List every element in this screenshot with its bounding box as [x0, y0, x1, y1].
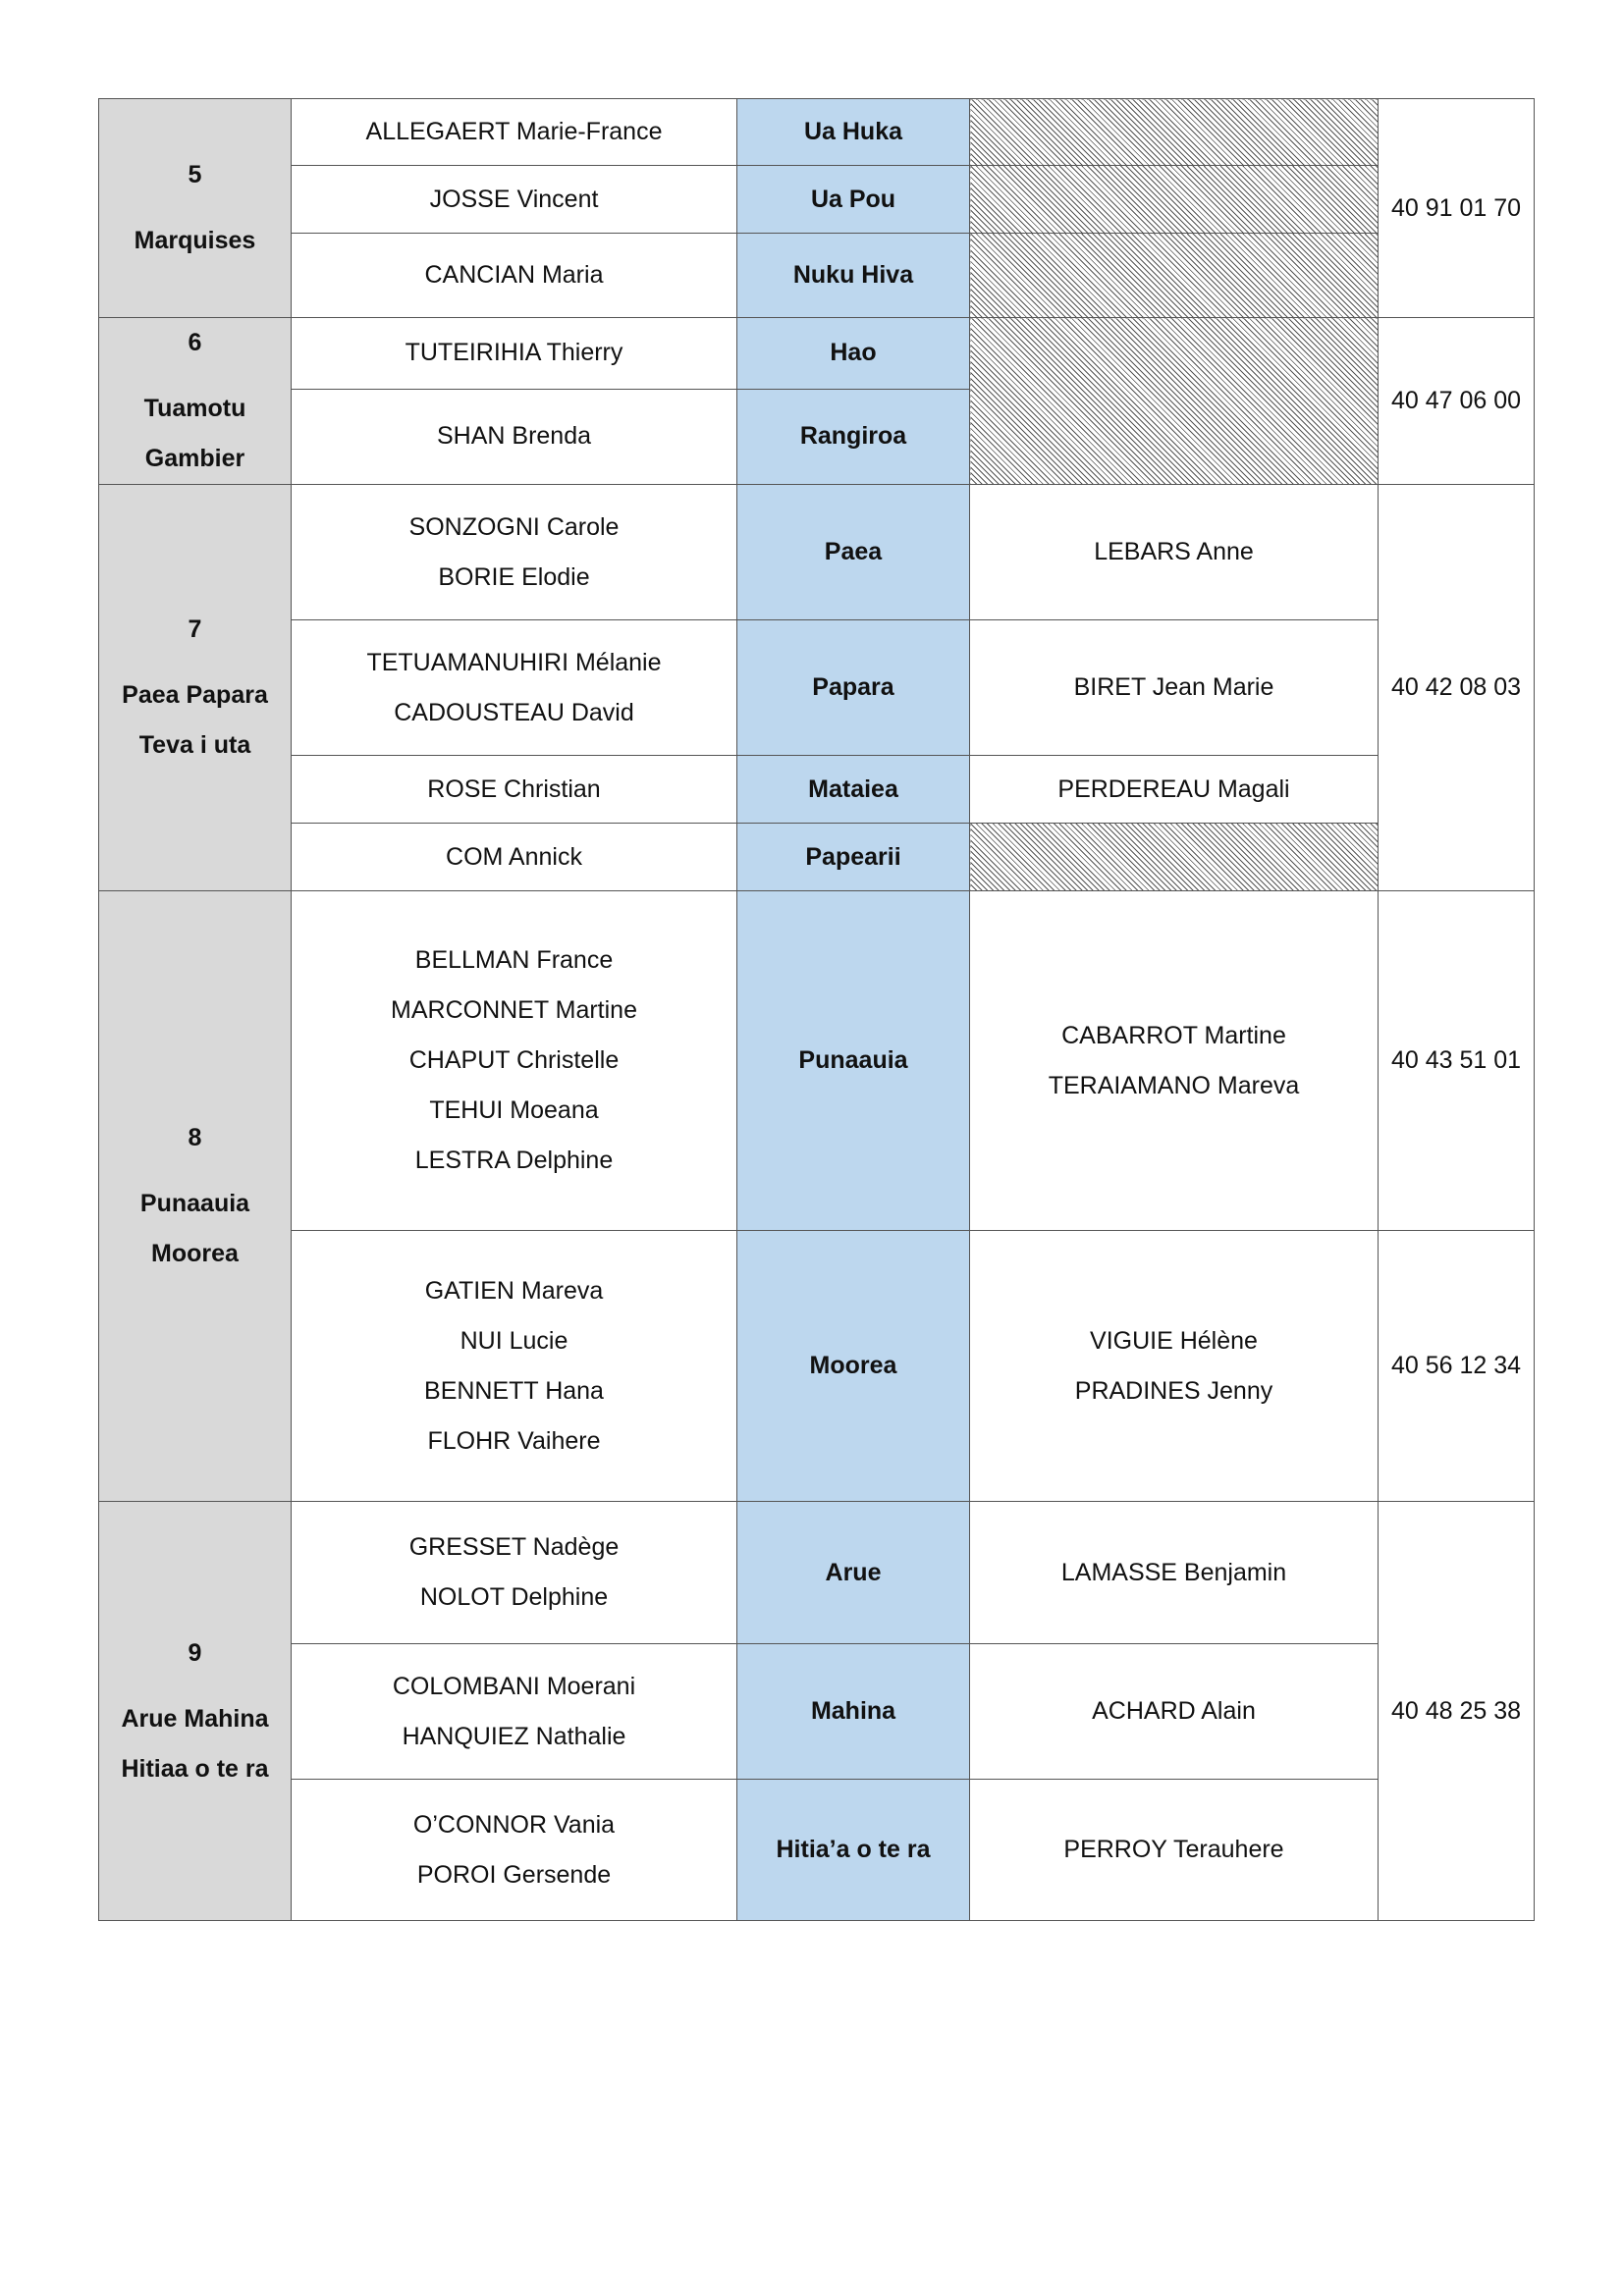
person-name: TETUAMANUHIRI Mélanie — [366, 648, 662, 676]
sector-number: 6 — [188, 329, 202, 356]
person-name: BELLMAN France — [414, 946, 614, 974]
sector-cell — [99, 891, 292, 1502]
person-name: TUTEIRIHIA Thierry — [405, 339, 623, 367]
commune-cell: Papearii — [737, 824, 970, 891]
referent-cell — [970, 1780, 1379, 1921]
names-cell — [292, 891, 737, 1231]
referent-cell — [970, 756, 1379, 824]
table-row — [99, 1780, 1535, 1921]
phone-cell: 40 43 51 01 — [1379, 891, 1535, 1231]
sector-name: Marquises — [134, 227, 256, 254]
sector-cell — [99, 318, 292, 485]
person-name: NOLOT Delphine — [419, 1583, 609, 1611]
table-row — [99, 1231, 1535, 1502]
commune-cell: Nuku Hiva — [737, 234, 970, 318]
names-cell — [292, 234, 737, 318]
names-cell — [292, 485, 737, 620]
names-cell — [292, 620, 737, 756]
hatched-empty-cell — [970, 318, 1379, 485]
commune-cell: Arue — [737, 1502, 970, 1644]
person-name: CANCIAN Maria — [424, 261, 604, 289]
person-name: JOSSE Vincent — [429, 185, 599, 213]
referent-cell — [970, 620, 1379, 756]
person-name: SHAN Brenda — [436, 422, 592, 451]
commune-cell: Hitia’a o te ra — [737, 1780, 970, 1921]
names-cell — [292, 389, 737, 484]
names-cell — [292, 318, 737, 390]
person-name: TEHUI Moeana — [429, 1096, 599, 1124]
person-name: HANQUIEZ Nathalie — [402, 1722, 626, 1750]
referent-cell — [970, 891, 1379, 1231]
referent-name: ACHARD Alain — [1092, 1697, 1256, 1725]
referent-name: PERDEREAU Magali — [1057, 774, 1290, 803]
commune-cell: Paea — [737, 485, 970, 620]
person-name: BORIE Elodie — [438, 562, 590, 591]
phone-cell: 40 48 25 38 — [1379, 1502, 1535, 1921]
person-name: O’CONNOR Vania — [412, 1810, 616, 1839]
sector-name: Gambier — [144, 445, 245, 472]
referent-name: CABARROT Martine — [1061, 1021, 1286, 1049]
names-cell — [292, 166, 737, 234]
table-row — [99, 99, 1535, 166]
table-row — [99, 485, 1535, 620]
table-row — [99, 756, 1535, 824]
sector-number: 5 — [188, 161, 202, 188]
person-name: COM Annick — [446, 842, 582, 871]
referent-name: LEBARS Anne — [1094, 538, 1254, 565]
phone-cell: 40 42 08 03 — [1379, 485, 1535, 891]
names-cell — [292, 1231, 737, 1502]
table-row — [99, 318, 1535, 390]
commune-cell: Hao — [737, 318, 970, 390]
person-name: BENNETT Hana — [424, 1376, 604, 1405]
names-cell — [292, 756, 737, 824]
sector-name: Punaauia — [139, 1190, 250, 1217]
referent-cell — [970, 485, 1379, 620]
person-name: POROI Gersende — [416, 1860, 612, 1889]
sector-cell — [99, 485, 292, 891]
sector-number: 9 — [188, 1638, 202, 1667]
commune-cell: Mahina — [737, 1644, 970, 1780]
person-name: LESTRA Delphine — [414, 1147, 614, 1174]
commune-cell: Ua Huka — [737, 99, 970, 166]
commune-cell: Rangiroa — [737, 389, 970, 484]
referent-name: TERAIAMANO Mareva — [1048, 1071, 1300, 1099]
referent-cell — [970, 1231, 1379, 1502]
commune-cell: Moorea — [737, 1231, 970, 1502]
table-row — [99, 234, 1535, 318]
person-name: ALLEGAERT Marie-France — [365, 118, 663, 145]
sector-name: Moorea — [151, 1240, 239, 1267]
commune-cell: Mataiea — [737, 756, 970, 824]
sector-number: 8 — [188, 1124, 202, 1151]
commune-cell: Ua Pou — [737, 166, 970, 234]
sector-name: Hitiaa o te ra — [121, 1754, 269, 1783]
referent-cell — [970, 1644, 1379, 1780]
hatched-empty-cell — [970, 234, 1379, 318]
referent-name: BIRET Jean Marie — [1073, 673, 1274, 701]
person-name: FLOHR Vaihere — [427, 1426, 601, 1455]
referent-name: LAMASSE Benjamin — [1060, 1558, 1287, 1586]
table-row — [99, 1502, 1535, 1644]
table-row — [99, 166, 1535, 234]
sector-number: 7 — [188, 615, 202, 643]
referent-cell — [970, 1502, 1379, 1644]
names-cell — [292, 1644, 737, 1780]
names-cell — [292, 1502, 737, 1644]
table-row — [99, 1644, 1535, 1780]
commune-cell: Punaauia — [737, 891, 970, 1231]
sector-name: Tuamotu — [143, 395, 246, 422]
hatched-empty-cell — [970, 99, 1379, 166]
sector-roster-table — [98, 98, 1535, 1921]
person-name: COLOMBANI Moerani — [392, 1672, 636, 1700]
person-name: MARCONNET Martine — [391, 996, 637, 1024]
table-row — [99, 891, 1535, 1231]
referent-name: PERROY Terauhere — [1063, 1836, 1284, 1863]
person-name: CADOUSTEAU David — [394, 698, 634, 726]
sector-cell — [99, 1502, 292, 1921]
phone-cell: 40 91 01 70 — [1379, 99, 1535, 318]
names-cell — [292, 824, 737, 891]
person-name: ROSE Christian — [427, 774, 601, 803]
person-name: SONZOGNI Carole — [408, 512, 620, 541]
person-name: NUI Lucie — [460, 1326, 568, 1355]
sector-name: Arue Mahina — [121, 1704, 269, 1733]
referent-name: VIGUIE Hélène — [1090, 1326, 1258, 1355]
sector-name: Paea Papara — [122, 681, 268, 709]
names-cell — [292, 99, 737, 166]
table-row — [99, 620, 1535, 756]
hatched-empty-cell — [970, 166, 1379, 234]
person-name: CHAPUT Christelle — [408, 1046, 620, 1074]
names-cell — [292, 1780, 737, 1921]
phone-cell: 40 56 12 34 — [1379, 1231, 1535, 1502]
phone-cell: 40 47 06 00 — [1379, 318, 1535, 485]
table-row — [99, 824, 1535, 891]
sector-name: Teva i uta — [138, 731, 251, 759]
hatched-empty-cell — [970, 824, 1379, 891]
person-name: GRESSET Nadège — [408, 1533, 620, 1561]
person-name: GATIEN Mareva — [424, 1276, 604, 1305]
referent-name: PRADINES Jenny — [1074, 1376, 1273, 1405]
sector-cell — [99, 99, 292, 318]
commune-cell: Papara — [737, 620, 970, 756]
